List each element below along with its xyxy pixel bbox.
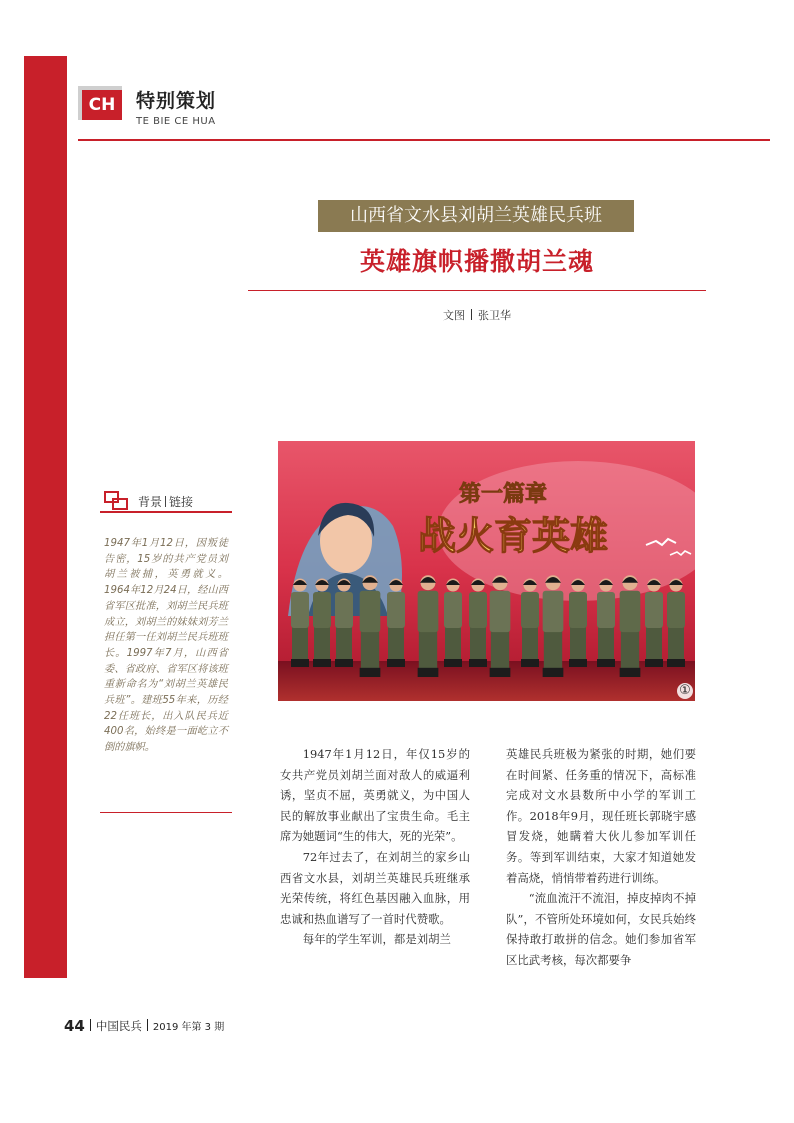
title-divider	[248, 290, 706, 291]
paragraph: 每年的学生军训，都是刘胡兰	[302, 932, 451, 947]
byline-separator	[471, 309, 472, 320]
paragraph: 1947年1月12日，年仅15岁的女共产党员刘胡兰面对敌人的威逼利诱，坚贞不屈，英勇就义，为中国人民的解放事业献出了宝贵生命。毛主席为她题词“生的伟大，死的光荣”。	[280, 747, 470, 844]
byline-label: 文图	[443, 309, 465, 322]
magazine-name: 中国民兵	[95, 1019, 142, 1033]
left-red-band	[24, 56, 67, 978]
paragraph: 英雄民兵班极为紧张的时期，她们要在时间紧、任务重的情况下，高标准完成对文水县数所中小学的军训工作。2018年9月，现任班长郭晓宇感冒发烧，她瞒着大伙儿参加军训任务。等到军训结束，大家才知道她发着高烧，悄悄带着药进行训练。	[506, 747, 696, 885]
banner-line-2: 战火育英雄	[417, 513, 609, 558]
footer-separator	[90, 1019, 91, 1031]
paragraph: 72年过去了，在刘胡兰的家乡山西省文水县，刘胡兰英雄民兵班继承光荣传统，将红色基因融入血脉，用忠诚和热血谱写了一首时代赞歌。	[280, 849, 470, 926]
issue-label: 2019 年第 3 期	[152, 1022, 225, 1033]
sidebar-heading-a: 背景	[138, 495, 163, 509]
stage-photo	[278, 441, 695, 701]
article-title: 英雄旗帜播撒胡兰魂	[359, 247, 594, 276]
logo-text: CH	[82, 90, 122, 120]
photo-number: ①	[677, 683, 693, 699]
sidebar-link-icon	[104, 491, 130, 511]
body-column-2	[506, 744, 696, 971]
paragraph: “流血流汗不流泪，掉皮掉肉不掉队”，不管所处环境如何，女民兵始终保持敢打敢拼的信念。她们参加省军区比武考核，每次都要争	[506, 891, 696, 967]
sidebar-heading-b: 链接	[169, 495, 194, 509]
section-pinyin: TE BIE CE HUA	[136, 116, 216, 127]
page-footer	[64, 1015, 224, 1035]
section-logo	[78, 86, 122, 120]
sidebar-heading	[138, 493, 193, 510]
header-divider	[78, 139, 770, 141]
article-kicker: 山西省文水县刘胡兰英雄民兵班	[318, 200, 634, 232]
byline	[250, 307, 704, 323]
section-title: 特别策划	[136, 90, 217, 112]
sidebar-bottom-rule	[100, 812, 232, 813]
page-number: 44	[64, 1017, 85, 1035]
sidebar-top-rule	[100, 511, 232, 513]
footer-separator	[147, 1019, 148, 1031]
body-column-1	[280, 744, 470, 950]
byline-author: 张卫华	[478, 309, 511, 322]
sidebar-text: 1947年1月12日，因叛徒告密，15岁的共产党员刘胡兰被捕，英勇就义。1964年12月24日，经山西省军区批准，刘胡兰民兵班成立，刘胡兰的妹妹刘芳兰担任第一任刘胡兰民兵班班长。1997年7月，山西省委、省政府、省军区将该班重新命名为“刘胡兰英雄民兵班”。建班55年来，历经22任班长，出入队民兵近400名，始终是一面屹立不倒的旗帜。	[104, 538, 228, 754]
stage-photo-illustration	[278, 441, 695, 701]
banner-line-1: 第一篇章	[458, 481, 548, 507]
sidebar-heading-separator	[165, 496, 166, 507]
